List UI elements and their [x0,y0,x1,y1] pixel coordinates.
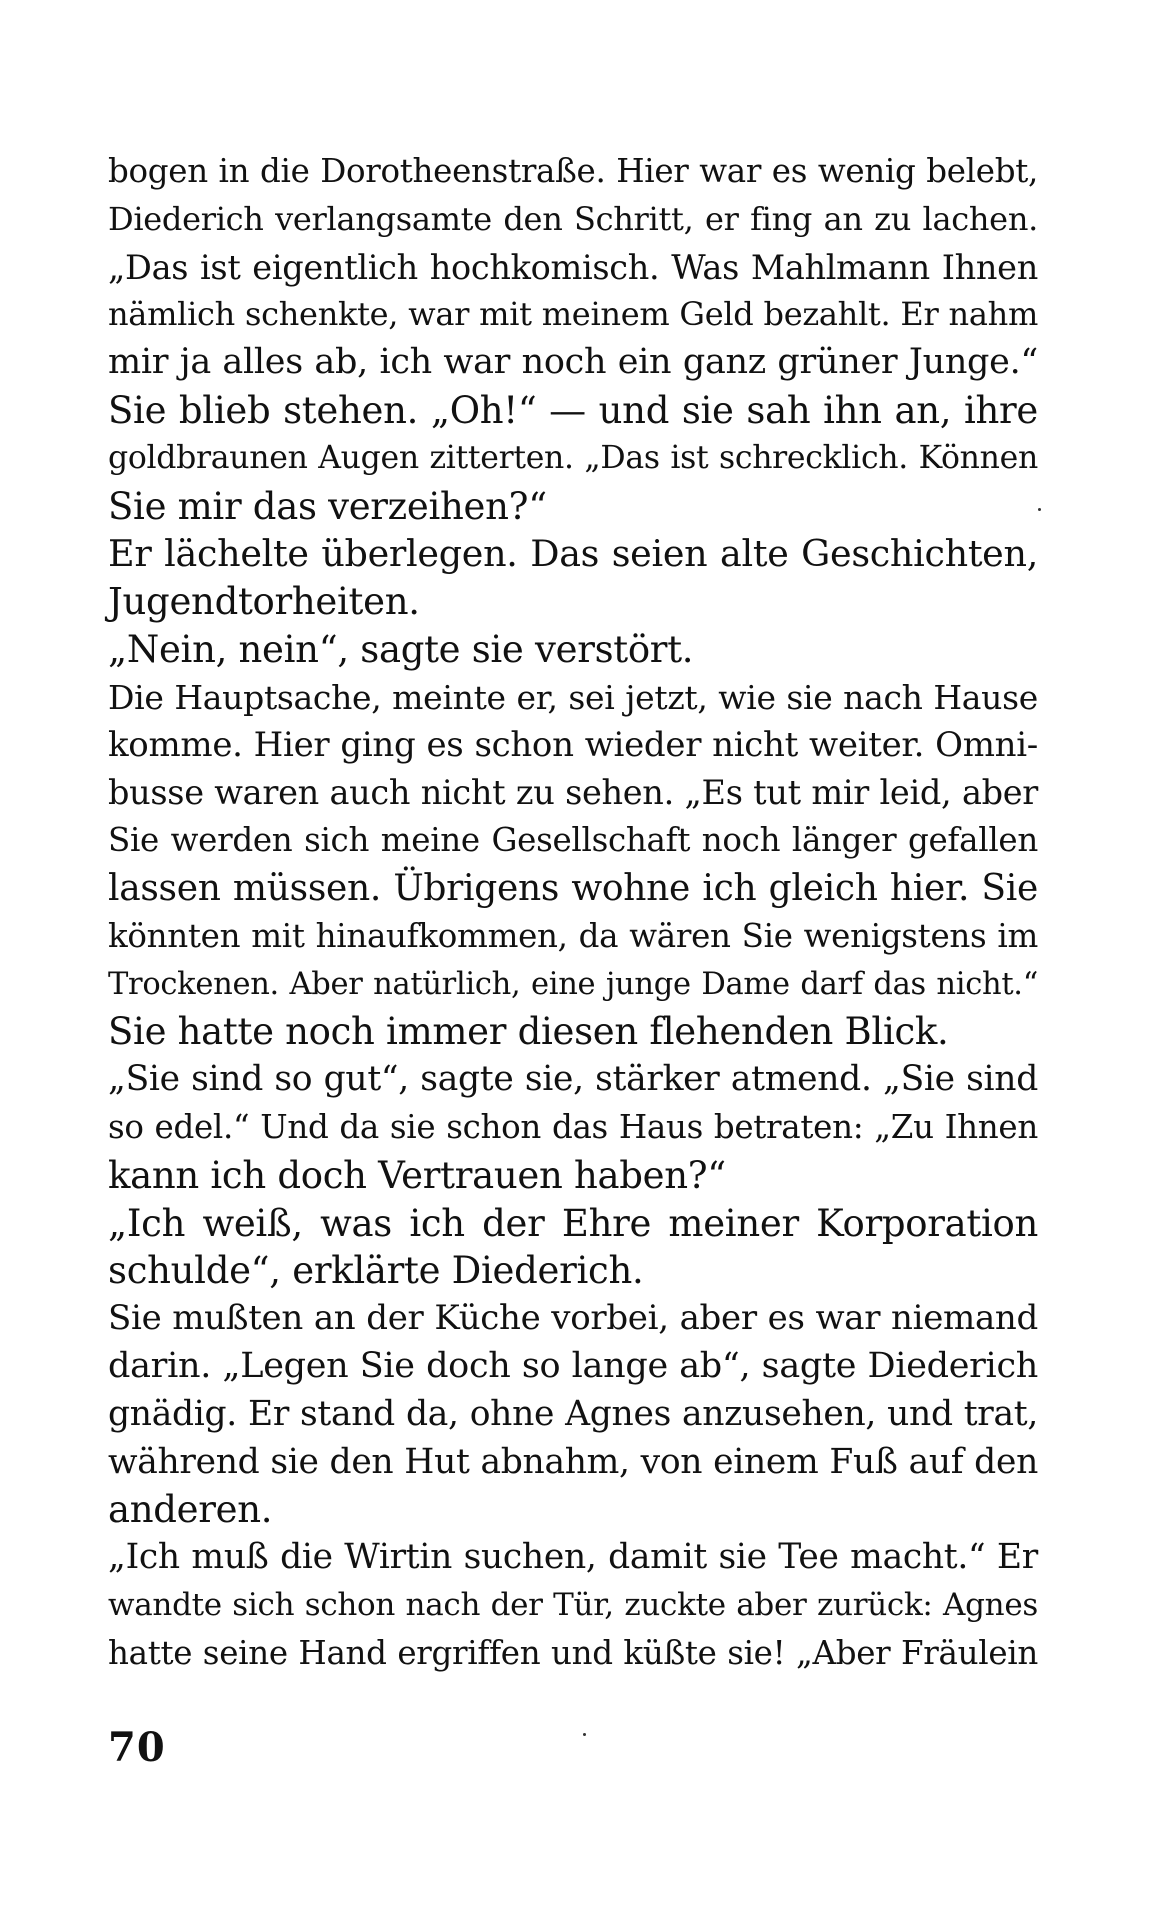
text-line: Er lächelte überlegen. Das seien alte Geschichten, [108,532,1038,576]
text-line: goldbraunen Augen zitterten. „Das ist schrecklich. Können [108,439,1038,476]
text-line: Sie blieb stehen. „Oh!“ — und sie sah ihn an, ihre [108,388,1038,432]
text-line: Sie hatte noch immer diesen flehenden Blick. [108,1010,949,1054]
text-line: bogen in die Dorotheenstraße. Hier war es wenig belebt, [108,152,1038,190]
text-line: Die Hauptsache, meinte er, sei jetzt, wie sie nach Hause [108,677,1038,717]
text-line: Sie werden sich meine Gesellschaft noch länger gefallen [108,821,1038,860]
text-line: wandte sich schon nach der Tür, zuckte aber zurück: Agnes [108,1586,1038,1623]
text-line: „Ich weiß, was ich der Ehre meiner Korporation [108,1201,1038,1245]
text-line: darin. „Legen Sie doch so lange ab“, sagte Diederich [108,1345,1038,1386]
text-line: nämlich schenkte, war mit meinem Geld bezahlt. Er nahm [108,295,1038,334]
text-line: kann ich doch Vertrauen haben?“ [108,1153,726,1197]
text-line: hatte seine Hand ergriffen und küßte sie! „Aber Fräulein [108,1633,1038,1672]
text-line: Jugendtorheiten. [108,580,420,624]
text-line: Trockenen. Aber natürlich, eine junge Dame darf das nicht.“ [108,966,1038,1002]
text-line: busse waren auch nicht zu sehen. „Es tut mir leid, aber [108,773,1038,813]
text-line: Sie mir das verzeihen?“ [108,484,547,528]
print-speck [583,1733,586,1736]
text-line: komme. Hier ging es schon wieder nicht weiter. Omni- [108,724,1038,765]
text-line: mir ja alles ab, ich war noch ein ganz grüner Junge.“ [108,342,1038,383]
text-line: „Sie sind so gut“, sagte sie, stärker atmend. „Sie sind [108,1059,1038,1100]
text-line: könnten mit hinaufkommen, da wären Sie wenigstens im [108,916,1038,955]
page-number: 70 [108,1724,166,1771]
text-line: „Das ist eigentlich hochkomisch. Was Mahlmann Ihnen [108,247,1038,287]
text-line: anderen. [108,1488,273,1532]
text-line: so edel.“ Und da sie schon das Haus betraten: „Zu Ihnen [108,1107,1038,1146]
text-line: schulde“, erklärte Diederich. [108,1249,644,1293]
text-line: Sie mußten an der Küche vorbei, aber es war niemand [108,1298,1038,1339]
body-text [108,148,1038,1678]
text-line: „Ich muß die Wirtin suchen, damit sie Tee macht.“ Er [108,1537,1038,1578]
text-line: lassen müssen. Übrigens wohne ich gleich hier. Sie [108,867,1038,909]
text-line: Diederich verlangsamte den Schritt, er fing an zu lachen. [108,199,1038,238]
text-line: „Nein, nein“, sagte sie verstört. [108,627,694,671]
text-line: gnädig. Er stand da, ohne Agnes anzusehen, und trat, [108,1393,1038,1434]
print-speck [1038,508,1041,511]
text-line: während sie den Hut abnahm, von einem Fuß auf den [108,1441,1038,1482]
